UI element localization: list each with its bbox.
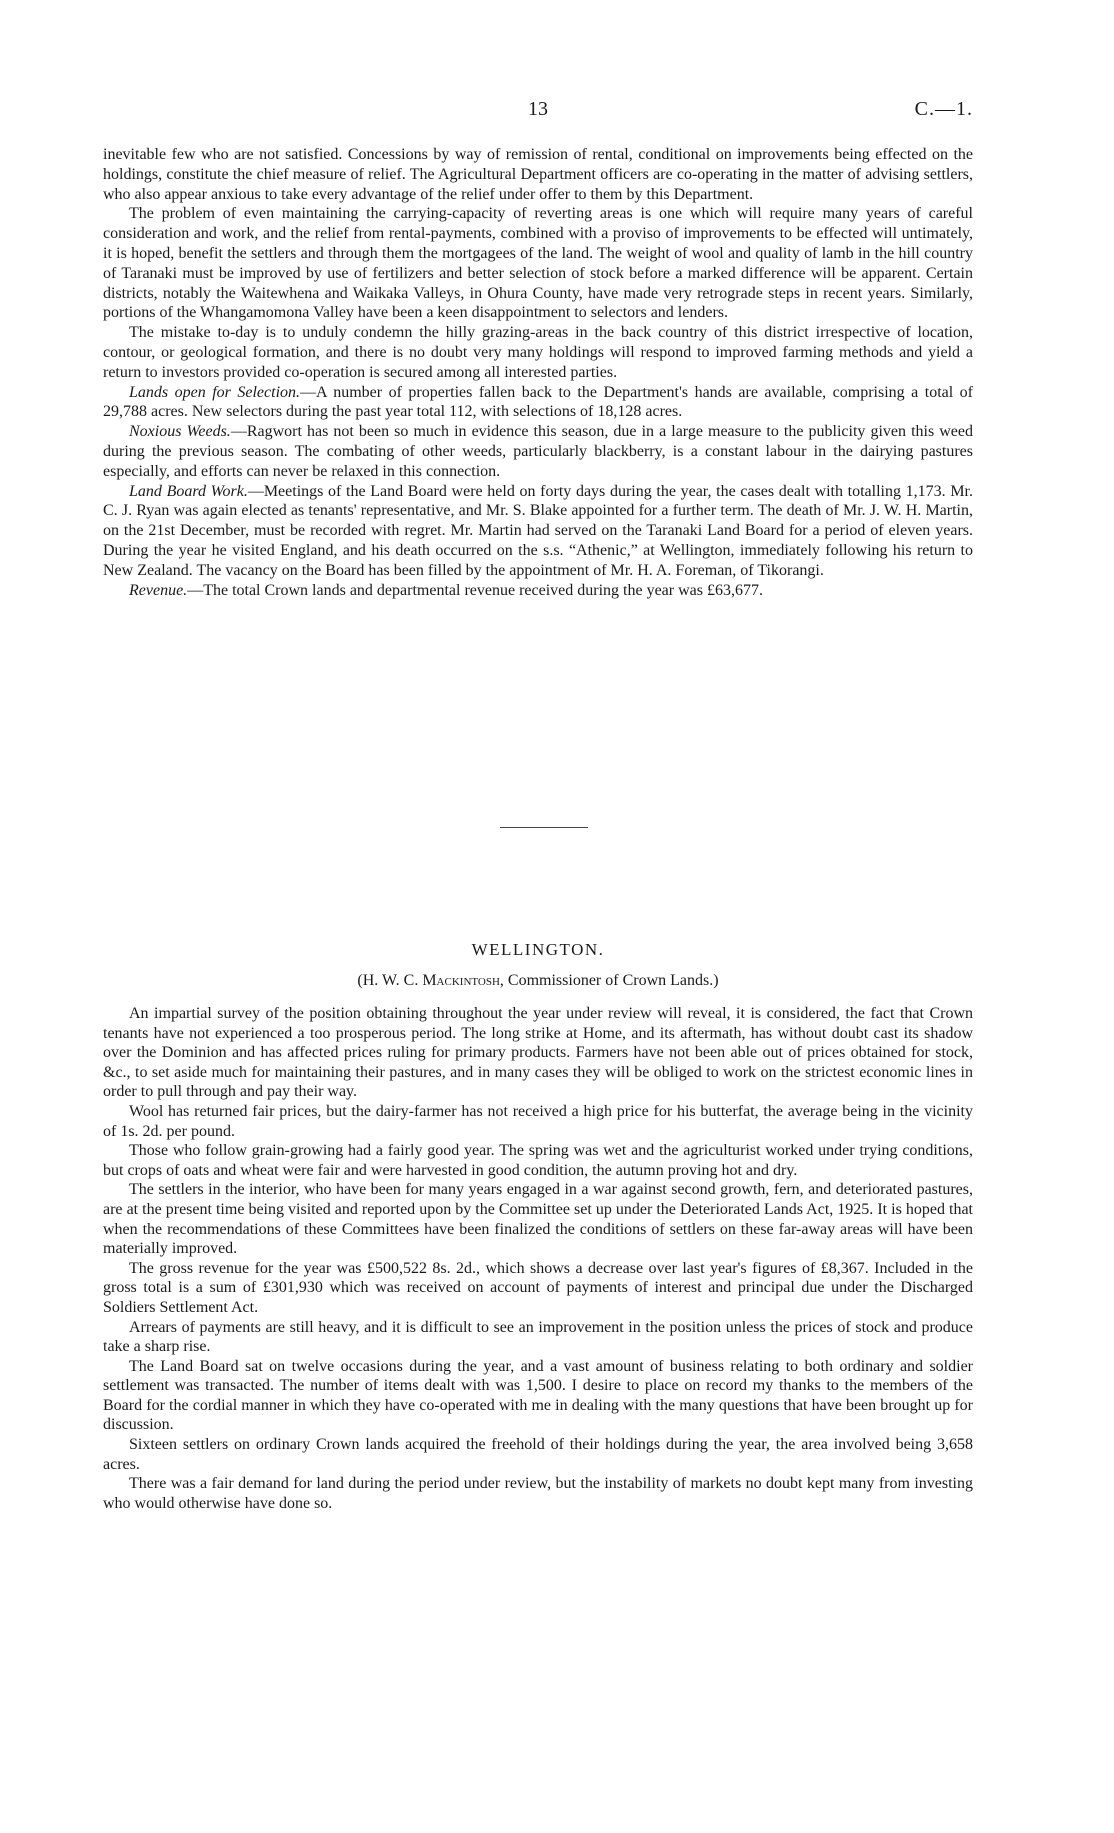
paragraph: The mistake to-day is to unduly condemn the hilly grazing-areas in the back country of this district irrespective of location, contour, or geological formation, and there is no doubt very many holdings will respond to improved farming methods and yield a return to investors provided co-operation is secured among all interested parties. [103, 324, 973, 381]
paragraph-revenue [103, 581, 973, 601]
run-in-heading: Land Board Work. [129, 482, 248, 500]
paragraph: Those who follow grain-growing had a fairly good year. The spring was wet and the agriculturist worked under trying conditions, but crops of oats and wheat were fair and were harvested in good condition, the autumn proving hot and dry. [103, 1142, 973, 1179]
page-number: 13 [528, 98, 548, 120]
paragraph-land-board-work [103, 482, 973, 581]
paragraph-body: —The total Crown lands and departmental revenue received during the year was £63,677. [187, 581, 763, 599]
paragraph: The settlers in the interior, who have been for many years engaged in a war against second growth, fern, and deteriorated pastures, are at the present time being visited and reported upon by the Committee set up under the Deteriorated Lands Act, 1925. It is hoped that when the recommendations of these Committees have been finalized the conditions of settlers on these far-away areas will have been materially improved. [103, 1181, 973, 1258]
paragraph: There was a fair demand for land during the period under review, but the instability of markets no doubt kept many from investing who would otherwise have done so. [103, 1475, 973, 1512]
taranaki-section-continued [103, 145, 973, 600]
paragraph: Arrears of payments are still heavy, and it is difficult to see an improvement in the position unless the prices of stock and produce take a sharp rise. [103, 1318, 973, 1356]
paragraph: The gross revenue for the year was £500,522 8s. 2d., which shows a decrease over last year's figures of £8,367. Included in the gross total is a sum of £301,930 which was received on account of payments of interest and principal due under the Discharged Soldiers Settlement Act. [103, 1259, 973, 1316]
wellington-section-body [103, 1004, 973, 1513]
paragraph: The problem of even maintaining the carrying-capacity of reverting areas is one which will require many years of careful consideration and work, and the relief from rental-payments, combined with a proviso of improvements to be effected will untimately, it is hoped, benefit the settlers and through them the mortgagees of the land. The weight of wool and quality of lamb in the hill country of Taranaki must be improved by use of fertilizers and better selection of stock before a marked difference will be apparent. Certain districts, notably the Waitewhena and Waikaka Valleys, in Ohura County, have made very retrograde steps in recent years. Similarly, portions of the Whangamomona Valley have been a keen disappointment to selectors and lenders. [103, 205, 973, 322]
paragraph: inevitable few who are not satisfied. Concessions by way of remission of rental, conditional on improvements being effected on the holdings, constitute the chief measure of relief. The Agricultural Department officers are co-operating in the matter of advising settlers, who also appear anxious to take every advantage of the relief under offer to them by this Department. [103, 146, 973, 203]
run-in-heading: Lands open for Selection. [129, 383, 301, 401]
run-in-heading: Revenue. [129, 581, 188, 599]
byline-rest: , Commissioner of Crown Lands.) [499, 972, 719, 989]
document-reference: C.—1. [914, 98, 973, 120]
paragraph-lands-open [103, 383, 973, 423]
paragraph-body: —A number of properties fallen back to the Department's hands are available, comprising a total of 29,788 acres. New selectors during the past year total 112, with selections of 18,128 acres. [103, 383, 974, 421]
paragraph: The Land Board sat on twelve occasions during the year, and a vast amount of business relating to both ordinary and soldier settlement was transacted. The number of items dealt with was 1,500. I desire to place on record my thanks to the members of the Board for the cordial manner in which they have co-operated with me in dealing with the many questions that have been brought up for discussion. [103, 1357, 973, 1434]
commissioner-name: Mackintosh [422, 972, 500, 989]
page-header [103, 98, 973, 128]
run-in-heading: Noxious Weeds. [129, 423, 231, 441]
paragraph-body: —Meetings of the Land Board were held on forty days during the year, the cases dealt with totalling 1,173. Mr. C. J. Ryan was again elected as tenants' representative, and Mr. S. Blake appointed for a further term. The death of Mr. J. W. H. Martin, on the 21st December, must be recorded with regret. Mr. Martin had served on the Taranaki Land Board for a period of eleven years. During the year he visited England, and his death occurred on the s.s. “Athenic,” at Wellington, immediately following his return to New Zealand. The vacancy on the Board has been filled by the appointment of Mr. H. A. Foreman, of Tikorangi. [103, 482, 973, 579]
section-title-wellington: WELLINGTON. [471, 940, 605, 959]
paragraph-noxious-weeds [103, 422, 973, 481]
paragraph: An impartial survey of the position obtaining throughout the year under review will reveal, it is considered, the fact that Crown tenants have not experienced a too prosperous period. The long strike at Home, and its aftermath, has without doubt cast its shadow over the Dominion and has affected prices ruling for primary products. Farmers have not been able out of prices obtained for stock, &c., to set aside much for maintaining their pastures, and in many cases they will be obliged to work on the strictest economic lines in order to pull through and pay their way. [103, 1005, 973, 1101]
paragraph-body: —Ragwort has not been so much in evidence this season, due in a large measure to the publicity given this weed during the previous season. The combating of other weeds, particularly blackberry, is a constant labour in the dairying pastures especially, and efforts can never be relaxed in this connection. [103, 423, 974, 480]
paragraph: Sixteen settlers on ordinary Crown lands acquired the freehold of their holdings during the year, the area involved being 3,658 acres. [103, 1436, 973, 1473]
paragraph: Wool has returned fair prices, but the dairy-farmer has not received a high price for his butterfat, the average being in the vicinity of 1s. 2d. per pound. [103, 1102, 973, 1140]
byline-open: (H. W. C. [357, 972, 423, 989]
commissioner-byline [103, 972, 973, 990]
section-divider [500, 827, 588, 828]
